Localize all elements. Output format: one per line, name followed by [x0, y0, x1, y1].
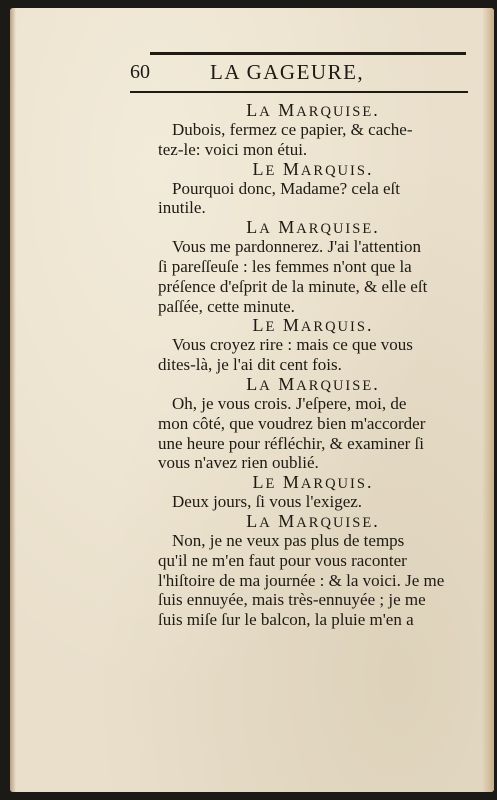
page-number: 60: [130, 61, 150, 83]
running-title: LA GAGEURE,: [210, 60, 365, 84]
dialogue-text: [158, 101, 458, 630]
speaker-name: LE MARQUIS.: [252, 315, 374, 336]
header-bottom-rule: [130, 91, 468, 93]
page-left-edge: [10, 8, 16, 792]
page-right-edge: [482, 8, 494, 792]
book-page: [10, 8, 494, 792]
speaker-name: LA MARQUISE.: [246, 217, 380, 238]
speaker-name: LA MARQUISE.: [246, 510, 380, 531]
text-line: Non, je ne veux pas plus de temps: [172, 530, 405, 550]
speaker-name: LA MARQUISE.: [246, 373, 380, 394]
text-line: qu'il ne m'en faut pour vous raconter: [158, 550, 407, 570]
text-line: ſuis ennuyée, mais très-ennuyée ; je me: [158, 590, 426, 610]
text-line: une heure pour réfléchir, & examiner ſi: [158, 433, 425, 453]
speaker-name: LE MARQUIS.: [252, 158, 374, 179]
header-top-rule: [150, 52, 466, 55]
speaker-name: LE MARQUIS.: [252, 472, 374, 493]
text-line: mon côté, que voudrez bien m'accorder: [158, 413, 426, 433]
text-line: préſence d'eſprit de la minute, & elle eſt: [158, 276, 428, 296]
text-line: Vous me pardonnerez. J'ai l'attention: [172, 237, 421, 257]
text-line: inutile.: [158, 198, 206, 218]
running-head: [130, 52, 468, 98]
text-line: ſi pareſſeuſe : les femmes n'ont que la: [158, 256, 412, 276]
text-line: Dubois, fermez ce papier, & cache-: [172, 120, 413, 139]
text-line: Vous croyez rire : mais ce que vous: [172, 335, 413, 355]
text-line: paſſée, cette minute.: [158, 296, 295, 316]
text-line: tez-le: voici mon étui.: [158, 139, 308, 159]
text-line: Oh, je vous crois. J'eſpere, moi, de: [172, 393, 407, 413]
text-line: Pourquoi donc, Madame? cela eſt: [172, 178, 401, 198]
text-line: Deux jours, ſi vous l'exigez.: [172, 492, 363, 512]
text-line: l'hiſtoire de ma journée : & la voici. Je me: [158, 570, 445, 590]
text-line: dites-là, je l'ai dit cent fois.: [158, 355, 342, 375]
text-line: vous n'avez rien oublié.: [158, 453, 319, 473]
speaker-name: LA MARQUISE.: [246, 100, 380, 120]
text-line: ſuis miſe ſur le balcon, la pluie m'en a: [158, 610, 414, 630]
